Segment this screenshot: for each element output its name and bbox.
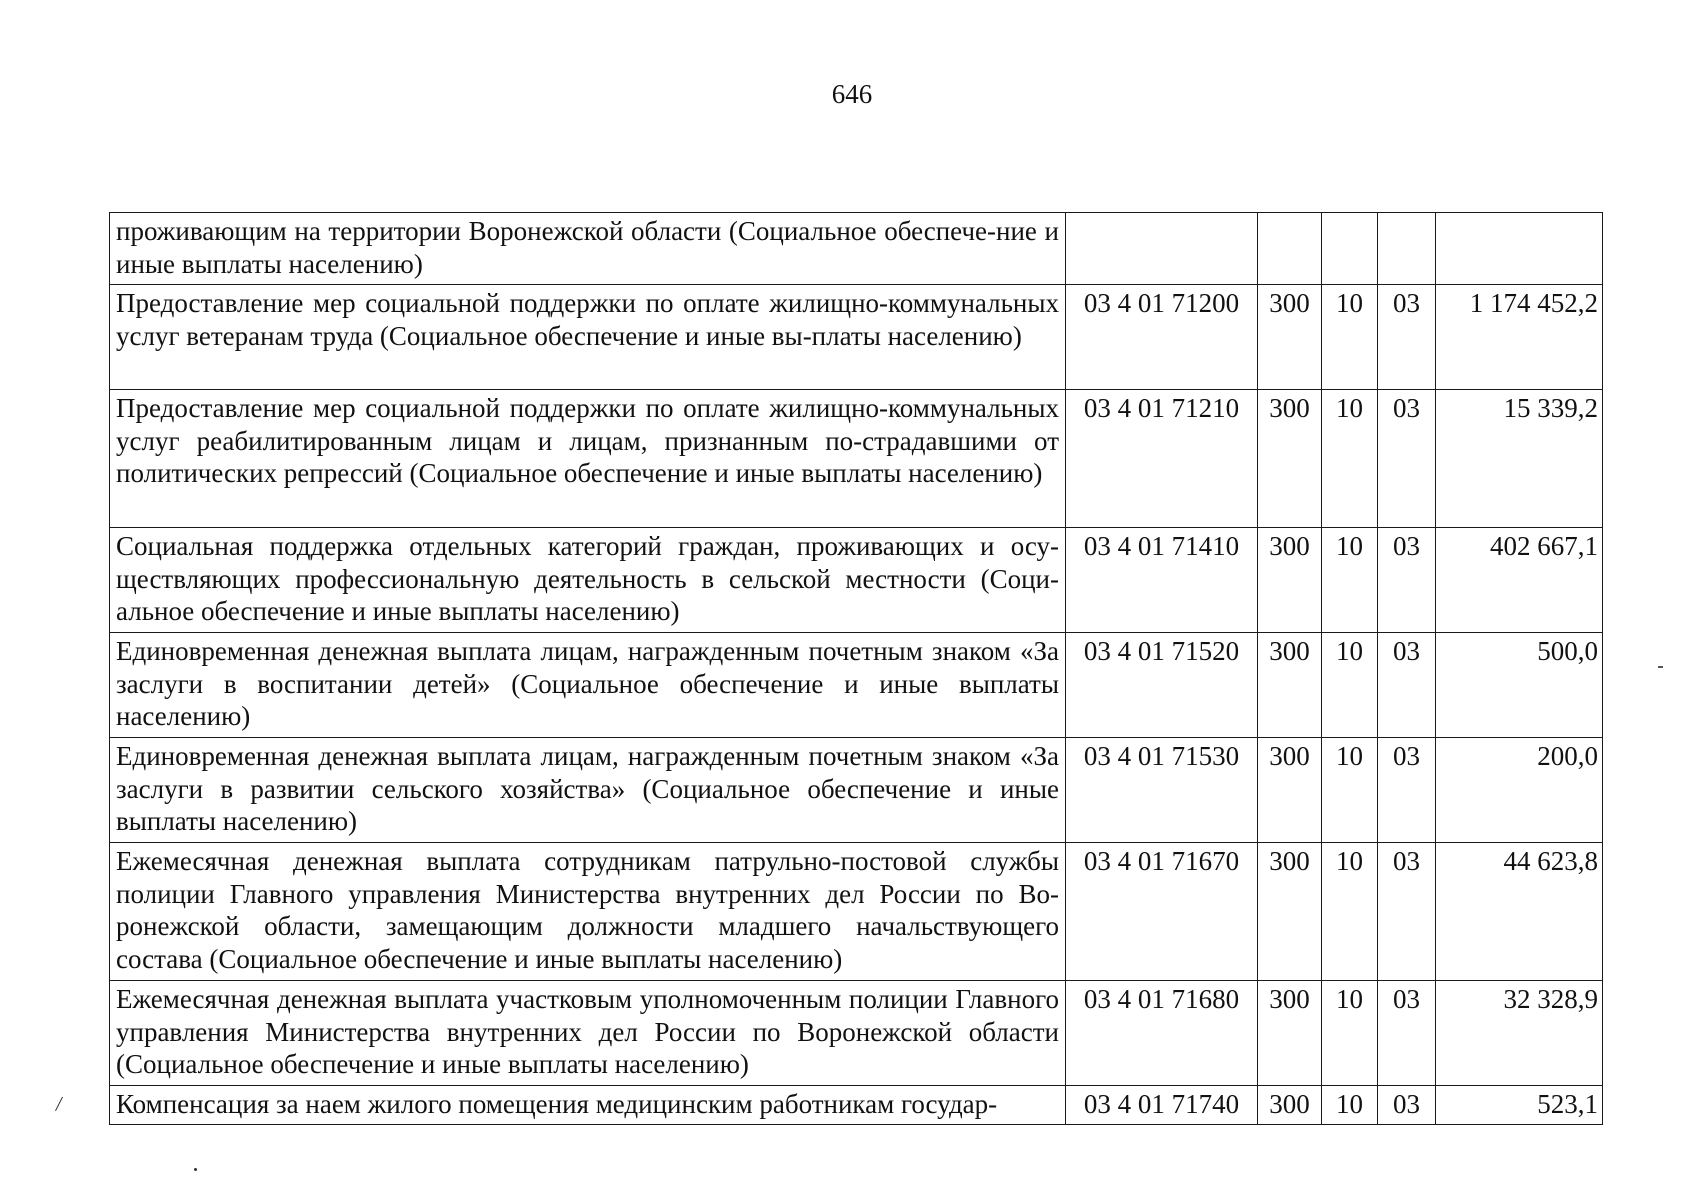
row-expense-type bbox=[1258, 213, 1322, 285]
row-subsection: 03 bbox=[1378, 390, 1436, 528]
page-number: 646 bbox=[831, 79, 873, 109]
row-description: Социальная поддержка отдельных категорий граждан, проживающих и осу-ществляющих профессиональную деятельность в сельской местности (Соци-альное обеспечение и иные выплаты населению) bbox=[110, 528, 1066, 633]
row-description: Ежемесячная денежная выплата сотрудникам патрульно-постовой службы полиции Главного управления Министерства внутренних дел России по Во-ронежской области, замещающим должности младшего начальствующего состава (Социальное обеспечение и иные выплаты населению) bbox=[110, 843, 1066, 981]
row-section: 10 bbox=[1322, 738, 1378, 843]
row-section bbox=[1322, 213, 1378, 285]
row-amount: 15 339,2 bbox=[1436, 390, 1603, 528]
scan-artifact-dot bbox=[194, 1168, 197, 1171]
row-expense-type: 300 bbox=[1258, 528, 1322, 633]
row-description: Единовременная денежная выплата лицам, награжденным почетным знаком «За заслуги в воспитании детей» (Социальное обеспечение и иные выплаты населению) bbox=[110, 633, 1066, 738]
table-row bbox=[110, 843, 1603, 981]
row-section: 10 bbox=[1322, 843, 1378, 981]
row-target-code: 03 4 01 71530 bbox=[1066, 738, 1258, 843]
table-row bbox=[110, 213, 1603, 285]
row-subsection: 03 bbox=[1378, 285, 1436, 390]
row-expense-type: 300 bbox=[1258, 390, 1322, 528]
row-target-code: 03 4 01 71740 bbox=[1066, 1086, 1258, 1125]
row-expense-type: 300 bbox=[1258, 981, 1322, 1086]
row-section: 10 bbox=[1322, 528, 1378, 633]
row-expense-type: 300 bbox=[1258, 738, 1322, 843]
budget-table bbox=[109, 212, 1603, 1125]
row-description: Единовременная денежная выплата лицам, награжденным почетным знаком «За заслуги в развитии сельского хозяйства» (Социальное обеспечение и иные выплаты населению) bbox=[110, 738, 1066, 843]
row-subsection: 03 bbox=[1378, 528, 1436, 633]
row-target-code: 03 4 01 71670 bbox=[1066, 843, 1258, 981]
row-subsection: 03 bbox=[1378, 633, 1436, 738]
row-description: проживающим на территории Воронежской области (Социальное обеспече-ние и иные выплаты населению) bbox=[110, 213, 1066, 285]
row-expense-type: 300 bbox=[1258, 633, 1322, 738]
row-amount: 32 328,9 bbox=[1436, 981, 1603, 1086]
row-amount bbox=[1436, 213, 1603, 285]
row-subsection bbox=[1378, 213, 1436, 285]
table-row bbox=[110, 981, 1603, 1086]
table-row bbox=[110, 390, 1603, 528]
row-target-code bbox=[1066, 213, 1258, 285]
row-target-code: 03 4 01 71210 bbox=[1066, 390, 1258, 528]
row-expense-type: 300 bbox=[1258, 1086, 1322, 1125]
scan-artifact-dash bbox=[1658, 666, 1663, 668]
row-description: Предоставление мер социальной поддержки по оплате жилищно-коммунальных услуг ветеранам труда (Социальное обеспечение и иные вы-платы населению) bbox=[110, 285, 1066, 390]
row-description: Ежемесячная денежная выплата участковым уполномоченным полиции Главного управления Министерства внутренних дел России по Воронежской области (Социальное обеспечение и иные выплаты населению) bbox=[110, 981, 1066, 1086]
row-expense-type: 300 bbox=[1258, 285, 1322, 390]
row-subsection: 03 bbox=[1378, 1086, 1436, 1125]
row-amount: 523,1 bbox=[1436, 1086, 1603, 1125]
row-target-code: 03 4 01 71410 bbox=[1066, 528, 1258, 633]
row-section: 10 bbox=[1322, 285, 1378, 390]
row-amount: 1 174 452,2 bbox=[1436, 285, 1603, 390]
row-description: Компенсация за наем жилого помещения медицинским работникам государ- bbox=[110, 1086, 1066, 1125]
row-amount: 402 667,1 bbox=[1436, 528, 1603, 633]
row-amount: 500,0 bbox=[1436, 633, 1603, 738]
table-row bbox=[110, 528, 1603, 633]
row-subsection: 03 bbox=[1378, 981, 1436, 1086]
row-target-code: 03 4 01 71520 bbox=[1066, 633, 1258, 738]
row-subsection: 03 bbox=[1378, 738, 1436, 843]
table-row bbox=[110, 1086, 1603, 1125]
table-row bbox=[110, 738, 1603, 843]
scan-artifact-slash: / bbox=[54, 1090, 64, 1117]
row-amount: 44 623,8 bbox=[1436, 843, 1603, 981]
row-description: Предоставление мер социальной поддержки по оплате жилищно-коммунальных услуг реабилитированным лицам и лицам, признанным по-страдавшими от политических репрессий (Социальное обеспечение и иные выплаты населению) bbox=[110, 390, 1066, 528]
row-target-code: 03 4 01 71680 bbox=[1066, 981, 1258, 1086]
row-amount: 200,0 bbox=[1436, 738, 1603, 843]
row-section: 10 bbox=[1322, 981, 1378, 1086]
row-expense-type: 300 bbox=[1258, 843, 1322, 981]
row-subsection: 03 bbox=[1378, 843, 1436, 981]
row-section: 10 bbox=[1322, 633, 1378, 738]
table-row bbox=[110, 633, 1603, 738]
row-target-code: 03 4 01 71200 bbox=[1066, 285, 1258, 390]
row-section: 10 bbox=[1322, 1086, 1378, 1125]
table-row bbox=[110, 285, 1603, 390]
row-section: 10 bbox=[1322, 390, 1378, 528]
